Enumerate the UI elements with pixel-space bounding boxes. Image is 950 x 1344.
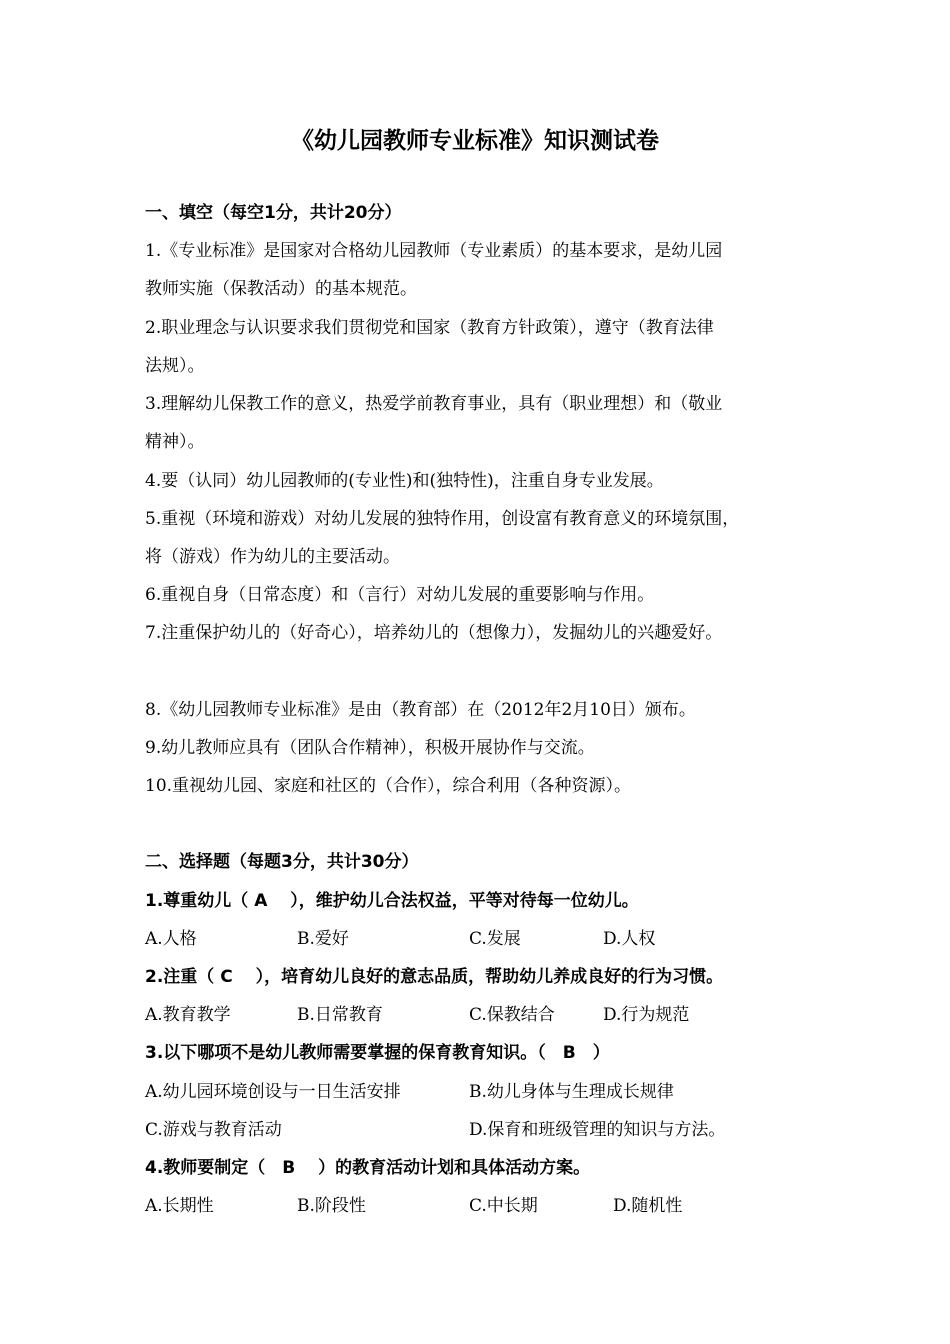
question-3-option-b: B.幼儿身体与生理成长规律	[469, 1082, 674, 1102]
fill-line-4: 法规）。	[145, 356, 205, 376]
fill-line-14: 10.重视幼儿园、家庭和社区的（合作），综合利用（各种资源）。	[145, 776, 632, 796]
question-2-stem: 2.注重（ C ），培育幼儿良好的意志品质，帮助幼儿养成良好的行为习惯。	[145, 967, 724, 987]
question-4-option-c: C.中长期	[469, 1196, 538, 1216]
question-4-option-a: A.长期性	[145, 1196, 214, 1216]
fill-line-2: 教师实施（保教活动）的基本规范。	[145, 279, 417, 299]
fill-line-5: 3.理解幼儿保教工作的意义，热爱学前教育事业，具有（职业理想）和（敬业	[145, 394, 723, 414]
question-1-option-a: A.人格	[145, 929, 197, 949]
fill-line-6: 精神）。	[145, 432, 205, 452]
fill-line-7: 4.要（认同）幼儿园教师的(专业性)和(独特性)，注重自身专业发展。	[145, 471, 664, 491]
fill-line-11: 7.注重保护幼儿的（好奇心），培养幼儿的（想像力），发掘幼儿的兴趣爱好。	[145, 623, 723, 643]
section2-heading: 二、选择题（每题3分，共计30分）	[145, 852, 419, 872]
question-2-option-c: C.保教结合	[469, 1005, 555, 1025]
question-4-option-b: B.阶段性	[297, 1196, 366, 1216]
fill-line-10: 6.重视自身（日常态度）和（言行）对幼儿发展的重要影响与作用。	[145, 585, 655, 605]
question-1-option-b: B.爱好	[297, 929, 349, 949]
page-title: 《幼儿园教师专业标准》知识测试卷	[291, 128, 659, 154]
fill-line-3: 2.职业理念与认识要求我们贯彻党和国家（教育方针政策），遵守（教育法律	[145, 318, 714, 338]
question-3-option-d: D.保育和班级管理的知识与方法。	[469, 1120, 726, 1140]
question-2-option-b: B.日常教育	[297, 1005, 383, 1025]
question-4-option-d: D.随机性	[613, 1196, 683, 1216]
fill-line-1: 1.《专业标准》是国家对合格幼儿园教师（专业素质）的基本要求，是幼儿园	[145, 241, 723, 261]
section1-heading: 一、填空（每空1分，共计20分）	[145, 203, 402, 223]
question-1-stem: 1.尊重幼儿（ A ），维护幼儿合法权益，平等对待每一位幼儿。	[145, 891, 639, 911]
question-3-option-a: A.幼儿园环境创设与一日生活安排	[145, 1082, 401, 1102]
question-4-stem: 4.教师要制定（ B ）的教育活动计划和具体活动方案。	[145, 1158, 591, 1178]
question-2-option-d: D.行为规范	[603, 1005, 690, 1025]
fill-line-13: 9.幼儿教师应具有（团队合作精神），积极开展协作与交流。	[145, 738, 595, 758]
question-1-option-c: C.发展	[469, 929, 521, 949]
fill-line-9: 将（游戏）作为幼儿的主要活动。	[145, 547, 400, 567]
fill-line-8: 5.重视（环境和游戏）对幼儿发展的独特作用，创设富有教育意义的环境氛围，	[145, 509, 740, 529]
question-1-option-d: D.人权	[603, 929, 656, 949]
question-3-stem: 3.以下哪项不是幼儿教师需要掌握的保育教育知识。（ B ）	[145, 1043, 610, 1063]
question-3-option-c: C.游戏与教育活动	[145, 1120, 282, 1140]
question-2-option-a: A.教育教学	[145, 1005, 231, 1025]
fill-line-12: 8.《幼儿园教师专业标准》是由（教育部）在（2012年2月10日）颁布。	[145, 700, 696, 720]
